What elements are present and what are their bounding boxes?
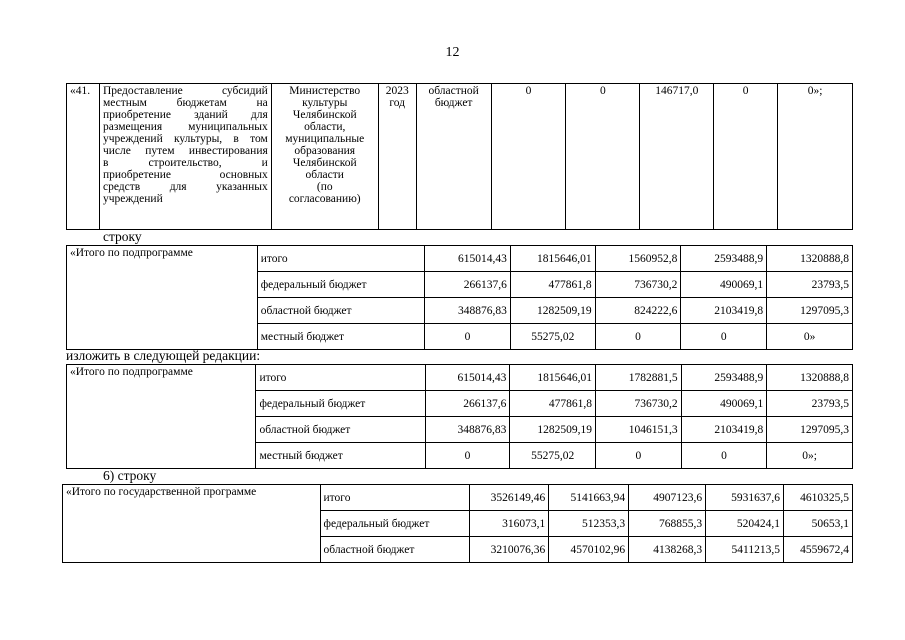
cell-value: 736730,2 [595, 272, 681, 298]
row-label: областной бюджет [256, 417, 425, 443]
cell-value: 1815646,01 [510, 365, 596, 391]
subprogram-title: «Итого по подпрограмме [67, 246, 258, 350]
row41-value: 0»; [778, 84, 853, 230]
cell-value: 2593488,9 [681, 246, 767, 272]
cell-value: 824222,6 [595, 298, 681, 324]
desc-line: числе путем инвестирования [102, 145, 268, 157]
cell-value: 477861,8 [510, 272, 595, 298]
row-label: федеральный бюджет [257, 272, 424, 298]
cell-value: 348876,83 [425, 417, 510, 443]
cell-value: 348876,83 [425, 298, 511, 324]
exec-line: образования [294, 145, 356, 157]
desc-line: размещения муниципальных [102, 121, 268, 133]
row-label: федеральный бюджет [256, 391, 425, 417]
exec-line: муниципальные [285, 133, 365, 145]
row-label: федеральный бюджет [320, 511, 470, 537]
cell-value: 1046151,3 [596, 417, 682, 443]
cell-value: 1815646,01 [510, 246, 595, 272]
cell-value: 490069,1 [681, 391, 767, 417]
cell-value: 4907123,6 [629, 485, 706, 511]
measure-41-table [66, 83, 853, 230]
desc-line: учреждений культуры, в том [102, 133, 268, 145]
cell-value: 490069,1 [681, 272, 767, 298]
desc-line: учреждений [102, 193, 163, 205]
cell-value: 1320888,8 [767, 365, 853, 391]
cell-value: 4138268,3 [629, 537, 706, 563]
cell-value: 1282509,19 [510, 298, 595, 324]
row41-value: 0 [714, 84, 778, 230]
state-program-title: «Итого по государственной программе [63, 485, 321, 563]
cell-value: 0»; [767, 443, 853, 469]
cell-value: 0 [681, 324, 767, 350]
cell-value: 0 [681, 443, 767, 469]
row41-source [416, 84, 491, 230]
cell-value: 23793,5 [767, 391, 853, 417]
cell-value: 3210076,36 [470, 537, 549, 563]
cell-value: 1297095,3 [767, 298, 853, 324]
row-label: итого [320, 485, 470, 511]
subprogram-new-table [66, 364, 853, 469]
cell-value: 520424,1 [706, 511, 784, 537]
desc-line: приобретение зданий для [102, 109, 268, 121]
row41-executor [271, 84, 378, 230]
source-line: бюджет [434, 97, 473, 109]
desc-line: приобретение основных [102, 169, 268, 181]
row41-number: «41. [67, 84, 100, 230]
cell-value: 1560952,8 [595, 246, 681, 272]
exec-line: культуры [302, 97, 348, 109]
cell-value: 1782881,5 [596, 365, 682, 391]
row-label: итого [256, 365, 425, 391]
cell-value: 2103419,8 [681, 298, 767, 324]
cell-value: 0 [425, 443, 510, 469]
desc-line: местным бюджетам на [102, 97, 268, 109]
cell-value: 5931637,6 [706, 485, 784, 511]
exec-line: области [305, 169, 344, 181]
cell-value: 0» [767, 324, 853, 350]
cell-value: 266137,6 [425, 272, 511, 298]
cell-value: 768855,3 [629, 511, 706, 537]
page-number: 12 [445, 45, 460, 60]
cell-value: 615014,43 [425, 246, 511, 272]
cell-value: 736730,2 [596, 391, 682, 417]
label-stroku: строку [103, 229, 142, 244]
cell-value: 23793,5 [767, 272, 853, 298]
exec-line: (по [316, 181, 333, 193]
row41-value: 0 [491, 84, 566, 230]
row41-value: 146717,0 [640, 84, 714, 230]
subprogram-old-table [66, 245, 853, 350]
cell-value: 4610325,5 [784, 485, 853, 511]
desc-line: в строительство, и [102, 157, 268, 169]
cell-value: 0 [596, 443, 682, 469]
row41-description [99, 84, 271, 230]
state-program-table [62, 484, 853, 563]
cell-value: 2593488,9 [681, 365, 767, 391]
row-label: областной бюджет [320, 537, 470, 563]
label-izlozhit: изложить в следующей редакции: [66, 348, 261, 363]
row-label: местный бюджет [257, 324, 424, 350]
exec-line: согласованию) [288, 193, 361, 205]
row41-year [378, 84, 416, 230]
cell-value: 55275,02 [510, 443, 596, 469]
exec-line: Челябинской [292, 157, 357, 169]
cell-value: 4570102,96 [549, 537, 629, 563]
cell-value: 2103419,8 [681, 417, 767, 443]
cell-value: 266137,6 [425, 391, 510, 417]
subprogram-title: «Итого по подпрограмме [67, 365, 256, 469]
cell-value: 1297095,3 [767, 417, 853, 443]
cell-value: 50653,1 [784, 511, 853, 537]
cell-value: 316073,1 [470, 511, 549, 537]
cell-value: 477861,8 [510, 391, 596, 417]
cell-value: 1282509,19 [510, 417, 596, 443]
row-label: местный бюджет [256, 443, 425, 469]
cell-value: 512353,3 [549, 511, 629, 537]
cell-value: 3526149,46 [470, 485, 549, 511]
cell-value: 1320888,8 [767, 246, 853, 272]
label-6-stroku: 6) строку [103, 468, 157, 483]
exec-line: Министерство [289, 85, 361, 97]
cell-value: 0 [595, 324, 681, 350]
year-line: год [389, 97, 406, 109]
row41-value: 0 [566, 84, 640, 230]
row-label: итого [257, 246, 424, 272]
year-line: 2023 [385, 85, 409, 97]
desc-line: средств для указанных [102, 181, 268, 193]
cell-value: 55275,02 [510, 324, 595, 350]
source-line: областной [428, 85, 479, 97]
cell-value: 5141663,94 [549, 485, 629, 511]
cell-value: 615014,43 [425, 365, 510, 391]
exec-line: Челябинской [292, 109, 357, 121]
desc-line: Предоставление субсидий [102, 85, 268, 97]
exec-line: области, [304, 121, 346, 133]
cell-value: 0 [425, 324, 511, 350]
cell-value: 5411213,5 [706, 537, 784, 563]
cell-value: 4559672,4 [784, 537, 853, 563]
row-label: областной бюджет [257, 298, 424, 324]
